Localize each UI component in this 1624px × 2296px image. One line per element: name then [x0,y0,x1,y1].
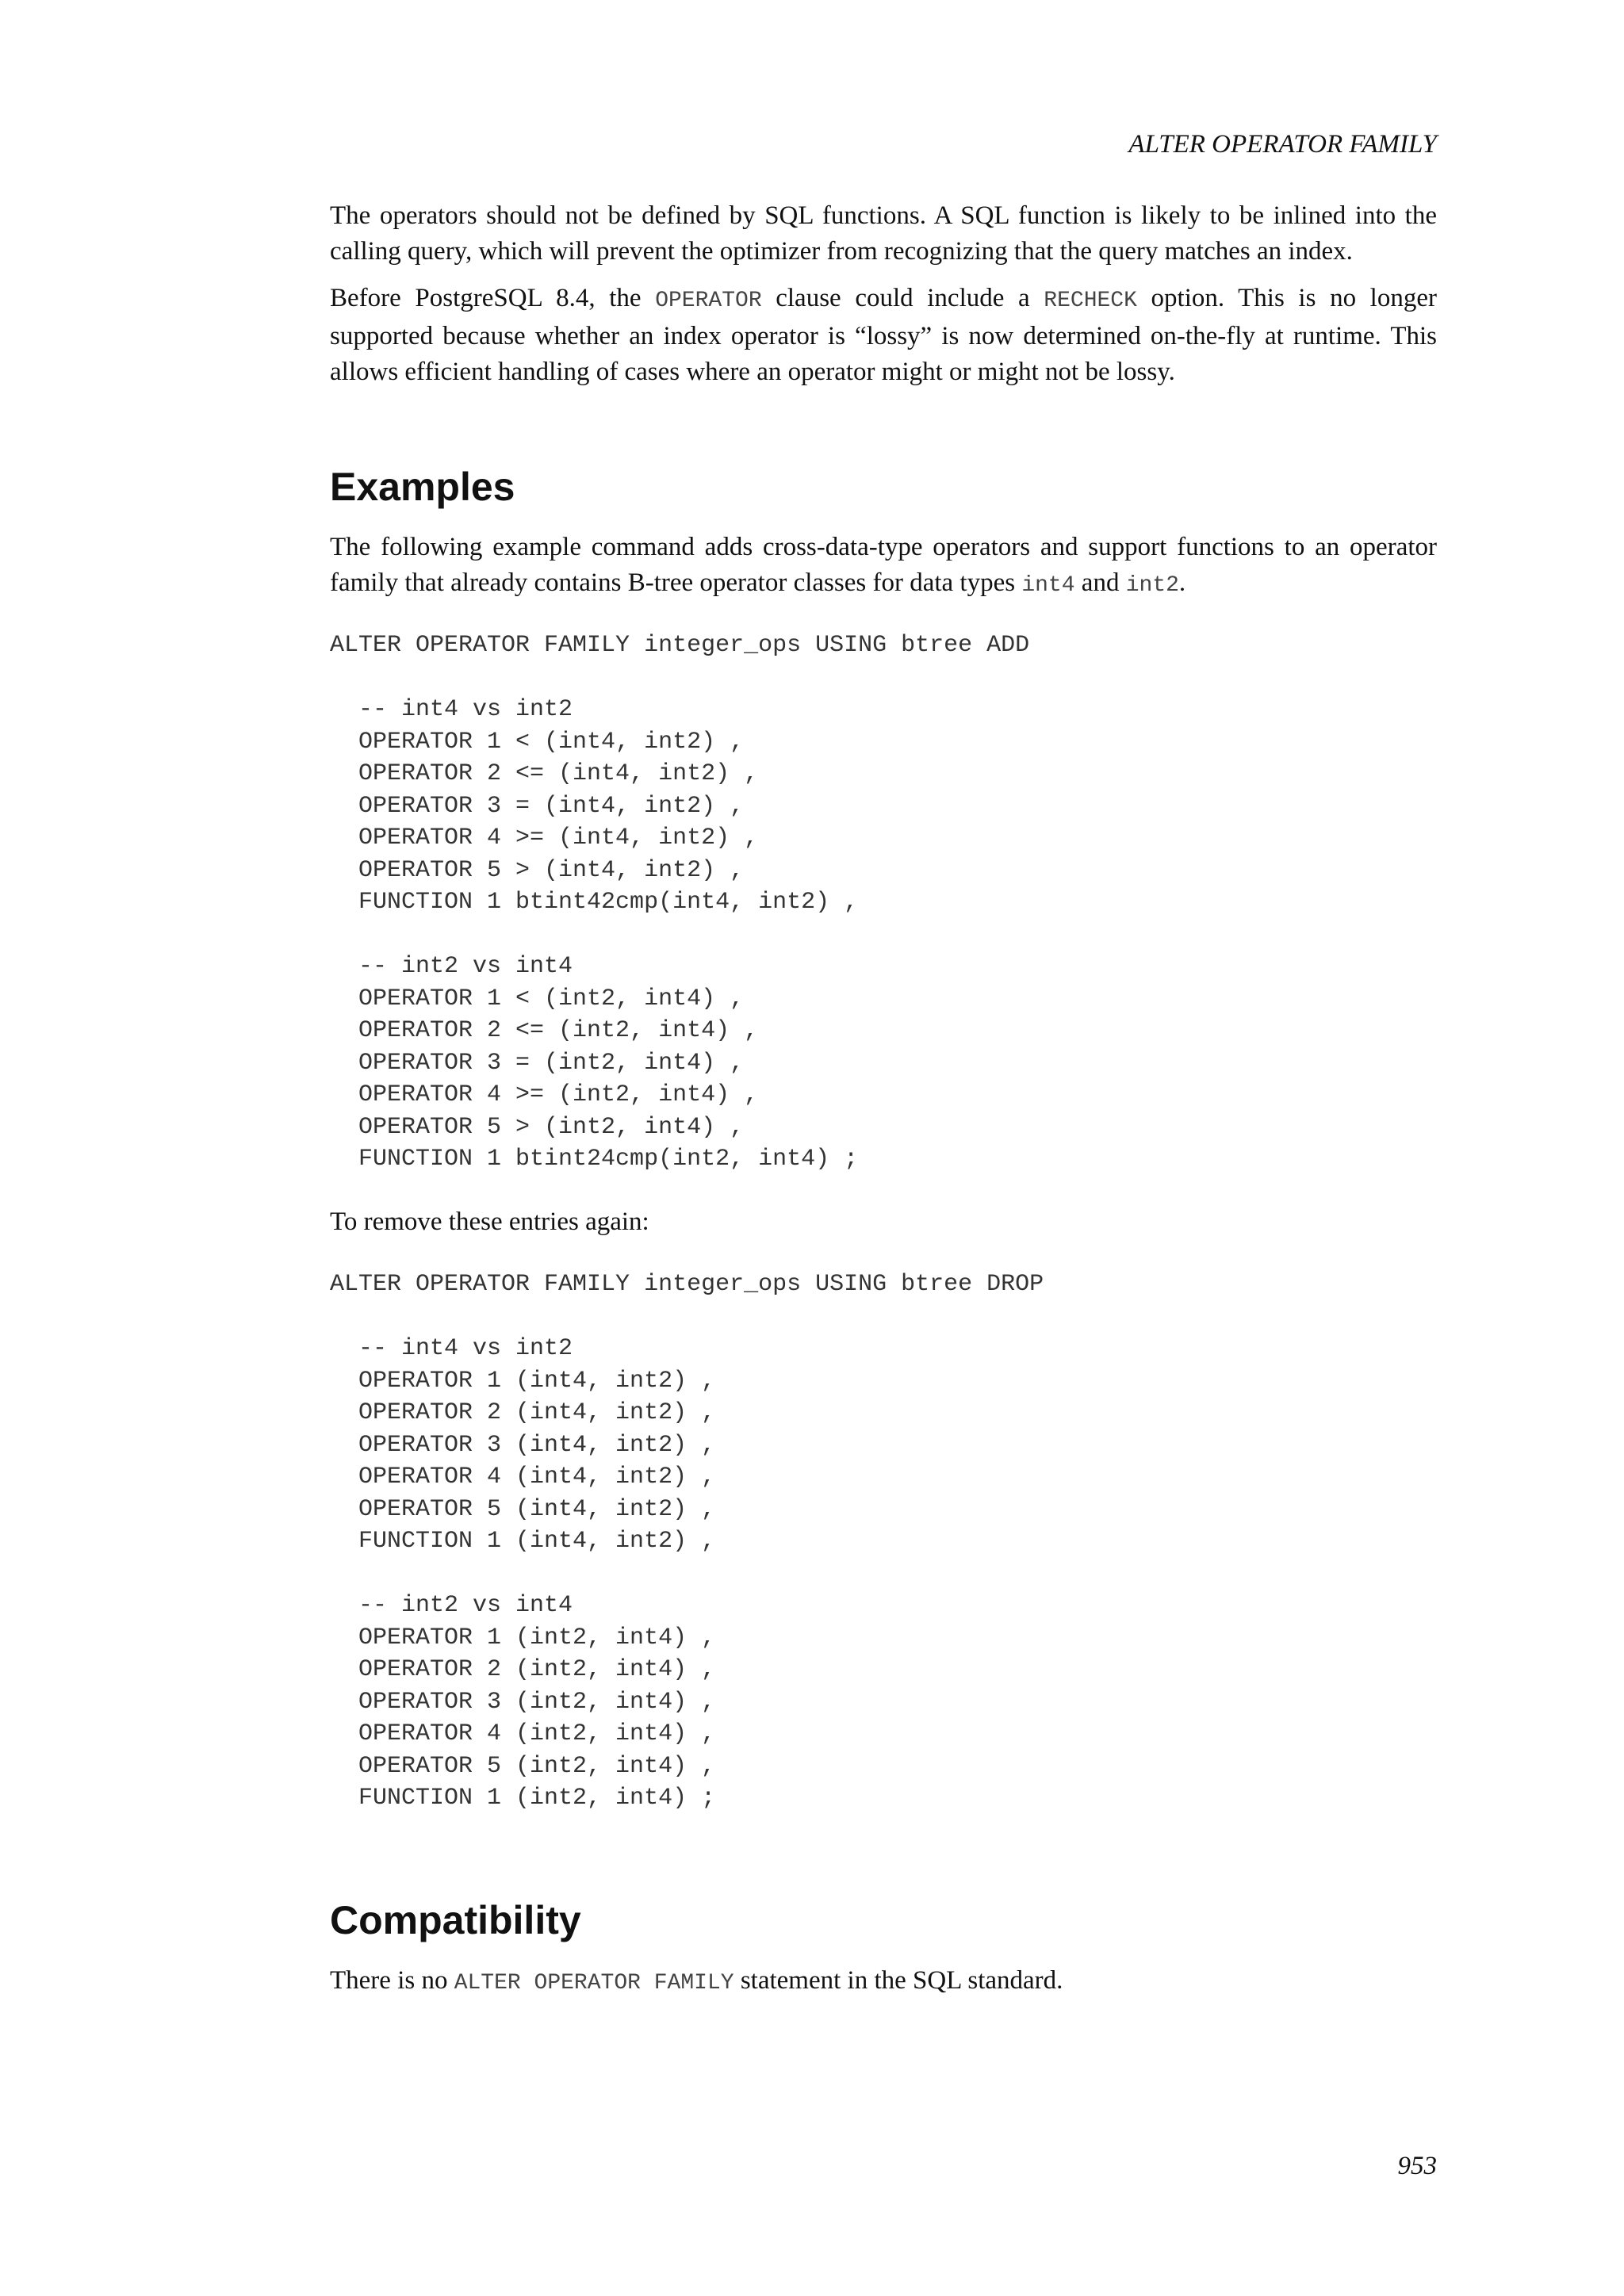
running-header: ALTER OPERATOR FAMILY [1128,130,1437,159]
remove-intro-paragraph: To remove these entries again: [330,1207,649,1236]
add-code-block: ALTER OPERATOR FAMILY integer_ops USING btree ADD -- int4 vs int2 OPERATOR 1 < (int4, int2) , OPERATOR 2 <= (int4, int2) , OPERATOR 3 = (int4, int2) , OPERATOR 4 >= (int4, int2) , OPERATOR 5 > (int4, int2) , FUNCTION 1 btint42cmp(int4, int2) , -- int2 vs int4 OPERATOR 1 < (int2, int4) , OPERATOR 2 <= (int2, int4) , OPERATOR 3 = (int2, int4) , OPERATOR 4 >= (int2, int4) , OPERATOR 5 > (int2, int4) , FUNCTION 1 btint24cmp(int2, int4) ; [330,632,1030,1173]
text-run: option. This is no longer supported because whether an index operator is “lossy” is now determined on-the-fly at runtime. This allows efficient handling of cases where an operator might or might not be lossy. [330,284,1437,386]
compatibility-text [330,1963,1437,2001]
inline-code-int2: int2 [1125,573,1179,598]
examples-heading: Examples [330,465,515,509]
text-run: clause could include a [761,284,1044,312]
page-number: 953 [1397,2152,1437,2180]
inline-code-recheck: RECHECK [1044,289,1137,313]
text-run: and [1074,568,1126,597]
notes-section [330,198,1437,390]
examples-intro [330,530,1437,603]
text-run: The following example command adds cross-data-type operators and support functions to an operator family that already contains B-tree operator classes for data types [330,533,1437,597]
text-run: Before PostgreSQL 8.4, the [330,284,656,312]
notes-paragraph-2 [330,281,1437,390]
inline-code-int4: int4 [1021,573,1075,598]
remove-intro [330,1204,1437,1240]
text-run: statement in the SQL standard. [733,1966,1063,1995]
text-run: There is no [330,1966,454,1995]
compatibility-paragraph [330,1963,1437,2001]
examples-intro-paragraph [330,530,1437,603]
drop-code-block: ALTER OPERATOR FAMILY integer_ops USING btree DROP -- int4 vs int2 OPERATOR 1 (int4, int2) , OPERATOR 2 (int4, int2) , OPERATOR 3 (int4, int2) , OPERATOR 4 (int4, int2) , OPERATOR 5 (int4, int2) , FUNCTION 1 (int4, int2) , -- int2 vs int4 OPERATOR 1 (int2, int4) , OPERATOR 2 (int2, int4) , OPERATOR 3 (int2, int4) , OPERATOR 4 (int2, int4) , OPERATOR 5 (int2, int4) , FUNCTION 1 (int2, int4) ; [330,1271,1044,1812]
inline-code-alter-operator-family: ALTER OPERATOR FAMILY [454,1971,734,1996]
text-run: . [1178,568,1186,597]
inline-code-operator: OPERATOR [655,289,762,313]
compatibility-heading: Compatibility [330,1898,581,1942]
notes-paragraph-1: The operators should not be defined by SQL functions. A SQL function is likely to be inlined into the calling query, which will prevent the optimizer from recognizing that the query matches an index. [330,201,1437,266]
